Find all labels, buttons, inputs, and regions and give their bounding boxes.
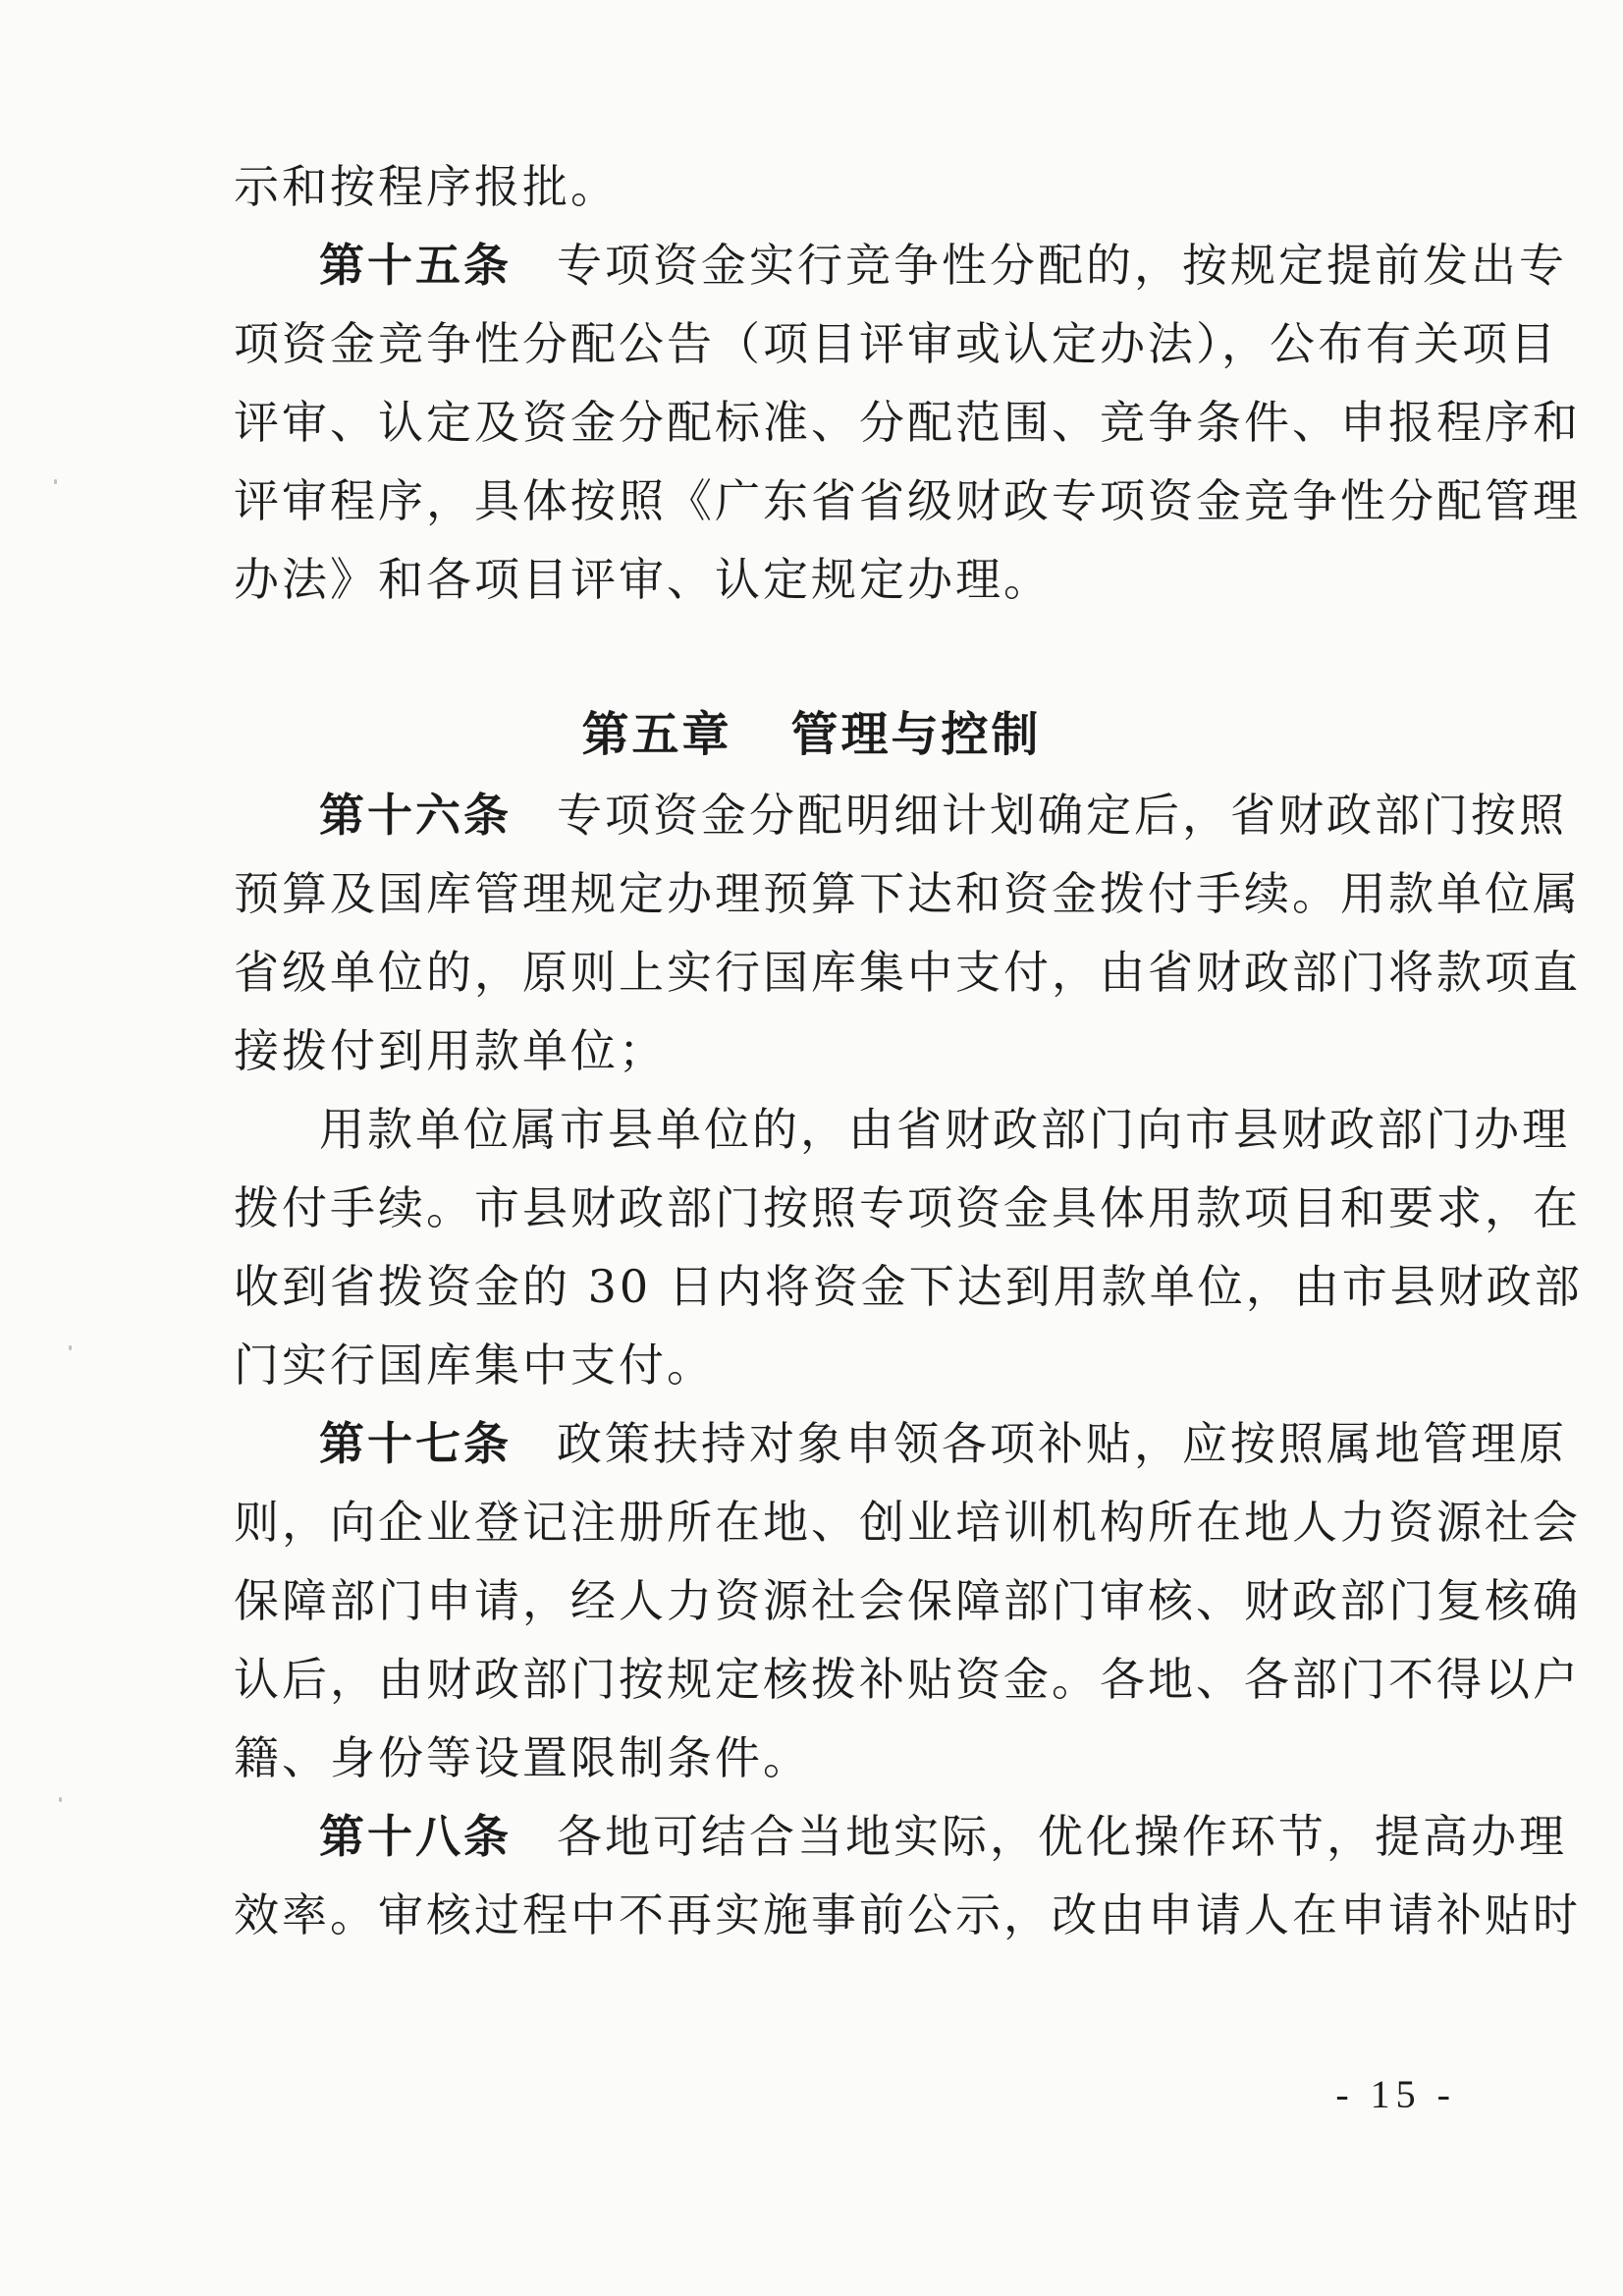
paragraph-line (234, 1571, 1581, 1630)
paragraph-text: 省级单位的，原则上实行国库集中支付，由省财政部门将款项直 (234, 946, 1581, 999)
paragraph-text: 评审、认定及资金分配标准、分配范围、竞争条件、申报程序和 (234, 396, 1581, 449)
paragraph-text: 示和按程序报批。 (234, 160, 619, 213)
paragraph-text: 保障部门申请，经人力资源社会保障部门审核、财政部门复核确 (234, 1574, 1581, 1627)
paragraph-line (234, 1493, 1581, 1552)
paragraph-text: 政策扶持对象申领各项补贴，应按照属地管理原 (557, 1417, 1567, 1470)
paragraph-text: 则，向企业登记注册所在地、创业培训机构所在地人力资源社会 (234, 1496, 1581, 1549)
paragraph-line (234, 1021, 1451, 1080)
paragraph-text: 拨付手续。市县财政部门按照专项资金具体用款项目和要求，在 (234, 1181, 1581, 1234)
paragraph-text: 门实行国库集中支付。 (234, 1339, 715, 1392)
scan-speck (59, 1797, 62, 1802)
paragraph-text: 专项资金分配明细计划确定后，省财政部门按照 (557, 789, 1567, 842)
paragraph-text: 收到省拨资金的 30 日内将资金下达到用款单位，由市县财政部 (234, 1260, 1583, 1313)
chapter-number: 第五章 (581, 707, 732, 762)
article-label: 第十八条 (319, 1810, 512, 1863)
paragraph-text: 各地可结合当地实际，优化操作环节，提高办理 (557, 1810, 1567, 1863)
page-number: - 15 - (1335, 2072, 1456, 2116)
paragraph-text: 办法》和各项目评审、认定规定办理。 (234, 553, 1052, 606)
paragraph-line (234, 1728, 1451, 1787)
article-label: 第十七条 (319, 1417, 512, 1470)
paragraph-text: 专项资金实行竞争性分配的，按规定提前发出专 (557, 239, 1567, 292)
article-18-line (319, 1807, 1567, 1866)
paragraph-text: 接拨付到用款单位； (234, 1024, 667, 1077)
paragraph-line (234, 1178, 1581, 1237)
paragraph-line (234, 314, 1558, 373)
paragraph-text: 用款单位属市县单位的，由省财政部门向市县财政部门办理 (319, 1103, 1570, 1156)
article-15-line (319, 236, 1567, 295)
paragraph-line (234, 157, 1451, 216)
scan-speck (54, 479, 57, 484)
paragraph-line (234, 1336, 1451, 1394)
paragraph-line (234, 1650, 1581, 1709)
paragraph-line (234, 1257, 1583, 1316)
article-16-line (319, 786, 1567, 845)
paragraph-text: 认后，由财政部门按规定核拨补贴资金。各地、各部门不得以户 (234, 1653, 1581, 1706)
paragraph-line (319, 1100, 1570, 1159)
paragraph-text: 籍、身份等设置限制条件。 (234, 1731, 811, 1784)
paragraph-text: 项资金竞争性分配公告（项目评审或认定办法），公布有关项目 (234, 317, 1558, 370)
scan-speck (69, 1345, 72, 1350)
paragraph-text: 效率。审核过程中不再实施事前公示，改由申请人在申请补贴时 (234, 1888, 1581, 1941)
paragraph-text: 评审程序，具体按照《广东省省级财政专项资金竞争性分配管理 (234, 474, 1581, 527)
paragraph-line (234, 943, 1581, 1002)
paragraph-text: 预算及国库管理规定办理预算下达和资金拨付手续。用款单位属 (234, 867, 1581, 920)
paragraph-line (234, 550, 1451, 609)
chapter-title: 管理与控制 (790, 707, 1042, 762)
paragraph-line (234, 393, 1581, 452)
paragraph-line (234, 864, 1581, 923)
article-label: 第十五条 (319, 239, 512, 292)
article-label: 第十六条 (319, 789, 512, 842)
article-17-line (319, 1414, 1567, 1473)
chapter-heading (0, 705, 1623, 764)
paragraph-line (234, 1886, 1581, 1944)
paragraph-line (234, 471, 1581, 530)
